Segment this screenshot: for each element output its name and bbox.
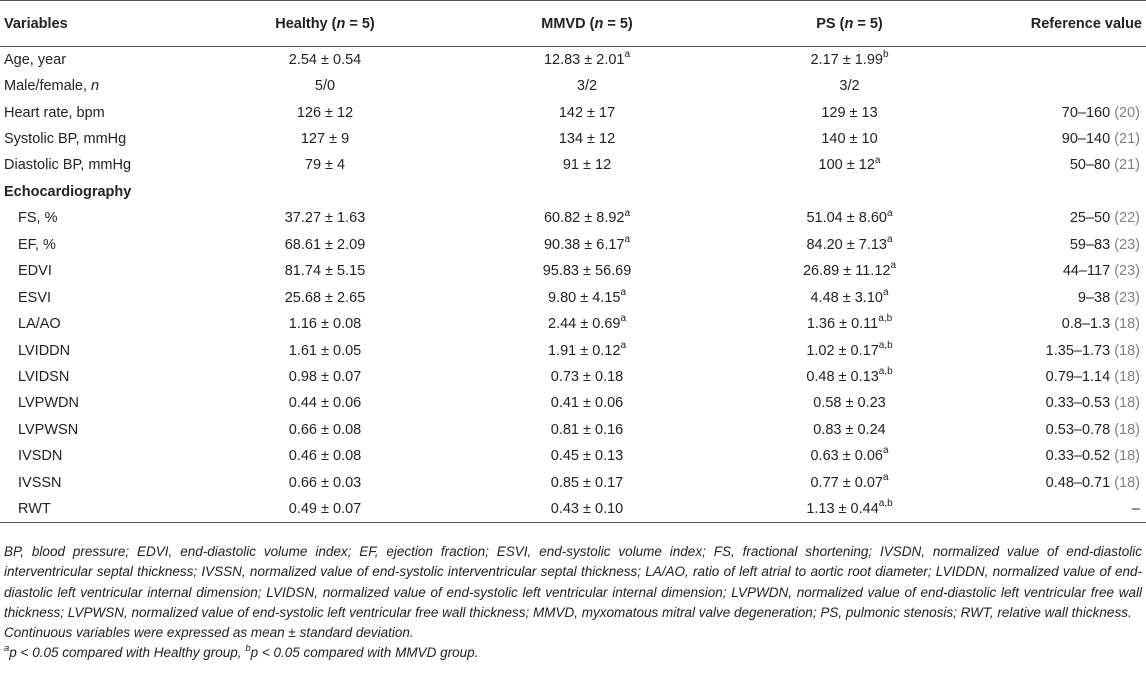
variable-name: LVPWDN [18, 395, 79, 412]
healthy-cell: 0.44 ± 0.06 [288, 395, 362, 412]
table-footnotes [4, 542, 1142, 664]
table-row [0, 152, 1146, 178]
header-row [0, 1, 1146, 47]
variable-name: Male/female, n [4, 78, 100, 95]
reference-cell: 44–117 (23) [1062, 263, 1140, 280]
ps-cell: 129 ± 13 [821, 104, 878, 121]
table-row [0, 496, 1146, 522]
reference-citation[interactable]: (23) [1114, 263, 1140, 280]
variable-name: Systolic BP, mmHg [4, 131, 127, 148]
header-ps: PS (n = 5) [718, 1, 981, 47]
ps-cell: 3/2 [839, 78, 860, 95]
reference-cell: 0.33–0.53 (18) [1045, 395, 1140, 412]
table-row [0, 258, 1146, 284]
mmvd-cell: 9.80 ± 4.15$^a$ [547, 286, 627, 306]
mmvd-cell: 3/2 [576, 78, 598, 95]
reference-citation[interactable]: (18) [1114, 368, 1140, 385]
reference-cell: 50–80 (21) [1069, 157, 1140, 174]
reference-cell: 59–83 (23) [1069, 236, 1140, 253]
reference-cell: 0.79–1.14 (18) [1045, 368, 1140, 385]
variable-name: IVSSN [18, 474, 62, 491]
healthy-cell: 126 ± 12 [296, 104, 354, 121]
ps-cell: $0.48 \pm 0.13^{a,b}$ [806, 366, 893, 385]
significance-note: $^a$p < 0.05 compared with Healthy group, $^b$p < 0.05 compared with MMVD group. [4, 642, 479, 661]
healthy-cell: 68.61 ± 2.09 [284, 236, 366, 253]
table-row [0, 205, 1146, 231]
healthy-cell: 37.27 ± 1.63 [284, 210, 366, 227]
table-row [0, 232, 1146, 258]
mmvd-cell: 12.83 ± 2.01$^a$ [543, 49, 631, 68]
table-row [0, 311, 1146, 337]
reference-cell: 1.35–1.73 (18) [1045, 342, 1140, 359]
mmvd-cell: 0.41 ± 0.06 [550, 395, 624, 412]
ps-cell: $1.36 \pm 0.11^{a,b}$ [806, 313, 893, 333]
table-row [0, 470, 1146, 496]
ps-cell: 2.17 ± 1.99$^b$ [810, 49, 889, 68]
healthy-cell: 81.74 ± 5.15 [284, 263, 366, 280]
mmvd-cell: 60.82 ± 8.92$^a$ [543, 207, 631, 227]
header-variables: Variables [0, 1, 194, 47]
reference-cell: 90–140 (21) [1061, 131, 1140, 148]
variable-name: Diastolic BP, mmHg [4, 157, 132, 174]
ps-cell: 51.04 ± 8.60$^a$ [806, 207, 893, 227]
table-row [0, 126, 1146, 152]
variable-name: RWT [0, 496, 194, 522]
reference-citation[interactable]: (18) [1114, 342, 1140, 359]
reference-cell: 0.48–0.71 (18) [1045, 474, 1140, 491]
variable-name: ESVI [18, 289, 52, 306]
section-row [0, 179, 1146, 205]
reference-citation[interactable]: (20) [1114, 104, 1140, 121]
variable-name: EDVI [18, 263, 52, 280]
table-row [0, 337, 1146, 363]
mmvd-cell: 2.44 ± 0.69$^a$ [547, 313, 627, 333]
ps-cell: $1.02 \pm 0.17^{a,b}$ [806, 339, 893, 359]
variable-name: Age, year [4, 51, 67, 68]
variable-name: LVIDSN [18, 368, 70, 385]
section-label: Echocardiography [4, 183, 132, 200]
variable-name: LVPWSN [18, 421, 79, 438]
healthy-cell: 79 ± 4 [304, 157, 346, 174]
mmvd-cell: 0.73 ± 0.18 [550, 368, 624, 385]
reference-citation[interactable]: (18) [1114, 474, 1140, 491]
ps-cell: 4.48 ± 3.10$^a$ [810, 286, 889, 306]
healthy-cell: 0.66 ± 0.08 [288, 421, 362, 438]
reference-cell [981, 47, 1146, 73]
reference-citation[interactable]: (18) [1114, 395, 1140, 412]
reference-cell: 25–50 (22) [1069, 210, 1140, 227]
mmvd-cell: 142 ± 17 [558, 104, 616, 121]
variable-name: LA/AO [18, 316, 61, 333]
healthy-cell: 127 ± 9 [300, 131, 350, 148]
variable-name: FS, % [18, 210, 58, 227]
mmvd-cell: 90.38 ± 6.17$^a$ [543, 233, 631, 253]
mmvd-cell: 95.83 ± 56.69 [542, 263, 632, 280]
table-row [0, 417, 1146, 443]
mmvd-cell: 0.45 ± 0.13 [550, 448, 624, 465]
mmvd-cell: 0.81 ± 0.16 [550, 421, 624, 438]
healthy-cell: 0.98 ± 0.07 [288, 368, 362, 385]
table-row [0, 99, 1146, 125]
ps-cell: 140 ± 10 [821, 131, 878, 148]
variable-name: LVIDDN [18, 342, 71, 359]
mmvd-cell: 91 ± 12 [562, 157, 612, 174]
reference-cell [981, 73, 1146, 99]
table-row [0, 47, 1146, 73]
ps-cell: 0.77 ± 0.07$^a$ [810, 471, 889, 491]
mmvd-cell: 134 ± 12 [558, 131, 616, 148]
reference-citation[interactable]: (23) [1114, 236, 1140, 253]
reference-citation[interactable]: (18) [1114, 448, 1140, 465]
mmvd-cell: 1.91 ± 0.12$^a$ [547, 339, 627, 359]
table-row [0, 443, 1146, 469]
table-row [0, 284, 1146, 310]
healthy-cell: 0.66 ± 0.03 [288, 474, 362, 491]
ps-cell: 84.20 ± 7.13$^a$ [806, 233, 893, 253]
ps-cell: $100 \pm 12^a$ [818, 154, 881, 174]
healthy-cell: 1.16 ± 0.08 [288, 316, 362, 333]
healthy-cell: 1.61 ± 0.05 [288, 342, 362, 359]
reference-citation[interactable]: (21) [1114, 131, 1140, 148]
healthy-cell: 2.54 ± 0.54 [288, 51, 362, 68]
reference-citation[interactable]: (18) [1114, 421, 1140, 438]
healthy-cell: 0.49 ± 0.07 [194, 496, 456, 522]
reference-citation[interactable]: (22) [1114, 210, 1140, 227]
reference-cell: – [981, 496, 1146, 522]
ps-cell: 0.58 ± 0.23 [813, 395, 886, 412]
header-reference: Reference value [981, 1, 1146, 47]
reference-cell: 70–160 (20) [1061, 104, 1140, 121]
reference-cell: 0.33–0.52 (18) [1045, 448, 1140, 465]
healthy-cell: 5/0 [314, 78, 336, 95]
variable-name: Heart rate, bpm [4, 104, 105, 121]
reference-cell: 0.53–0.78 (18) [1045, 421, 1140, 438]
table-row [0, 73, 1146, 99]
ps-cell: $1.13 \pm 0.44^{a,b}$ [718, 496, 981, 522]
reference-cell: 0.8–1.3 (18) [1061, 316, 1140, 333]
header-mmvd: MMVD (n = 5) [456, 1, 718, 47]
ps-cell: 0.63 ± 0.06$^a$ [810, 445, 889, 465]
healthy-cell: 0.46 ± 0.08 [288, 448, 362, 465]
table-row [0, 390, 1146, 416]
reference-citation[interactable]: (23) [1114, 289, 1140, 306]
variable-name: EF, % [18, 236, 56, 253]
ps-cell: 26.89 ± 11.12$^a$ [802, 260, 897, 280]
mmvd-cell: 0.43 ± 0.10 [456, 496, 718, 522]
variable-name: IVSDN [18, 448, 63, 465]
reference-cell: 9–38 (23) [1077, 289, 1140, 306]
table-row [0, 364, 1146, 390]
reference-citation[interactable]: (18) [1114, 316, 1140, 333]
reference-citation[interactable]: (21) [1114, 157, 1140, 174]
continuous-note: Continuous variables were expressed as mean ± standard deviation. [4, 625, 414, 641]
healthy-cell: 25.68 ± 2.65 [284, 289, 366, 306]
header-healthy: Healthy (n = 5) [194, 1, 456, 47]
ps-cell: 0.83 ± 0.24 [813, 421, 886, 438]
abbreviations-note: BP, blood pressure; EDVI, end-diastolic volume index; EF, ejection fraction; ESVI, end-systolic volume index; FS, fractional shortening; IVSDN, normalized value of end-diastolic interventricular septal thickness; IVSSN, normalized value of end-systolic interventricular septal thickness; LA/AO, ratio of left atrial to aortic root diameter; LVIDDN, normalized value of end-diastolic left ventricular internal dimension; LVIDSN, normalized value of end-systolic left ventricular internal dimension; LVPWDN, normalized value of end-diastolic left ventricular free wall thickness; LVPWSN, normalized value of end-systolic left ventricular free wall thickness; MMVD, myxomatous mitral valve degeneration; PS, pulmonic stenosis; RWT, relative wall thickness. [4, 544, 1142, 620]
mmvd-cell: 0.85 ± 0.17 [550, 474, 624, 491]
